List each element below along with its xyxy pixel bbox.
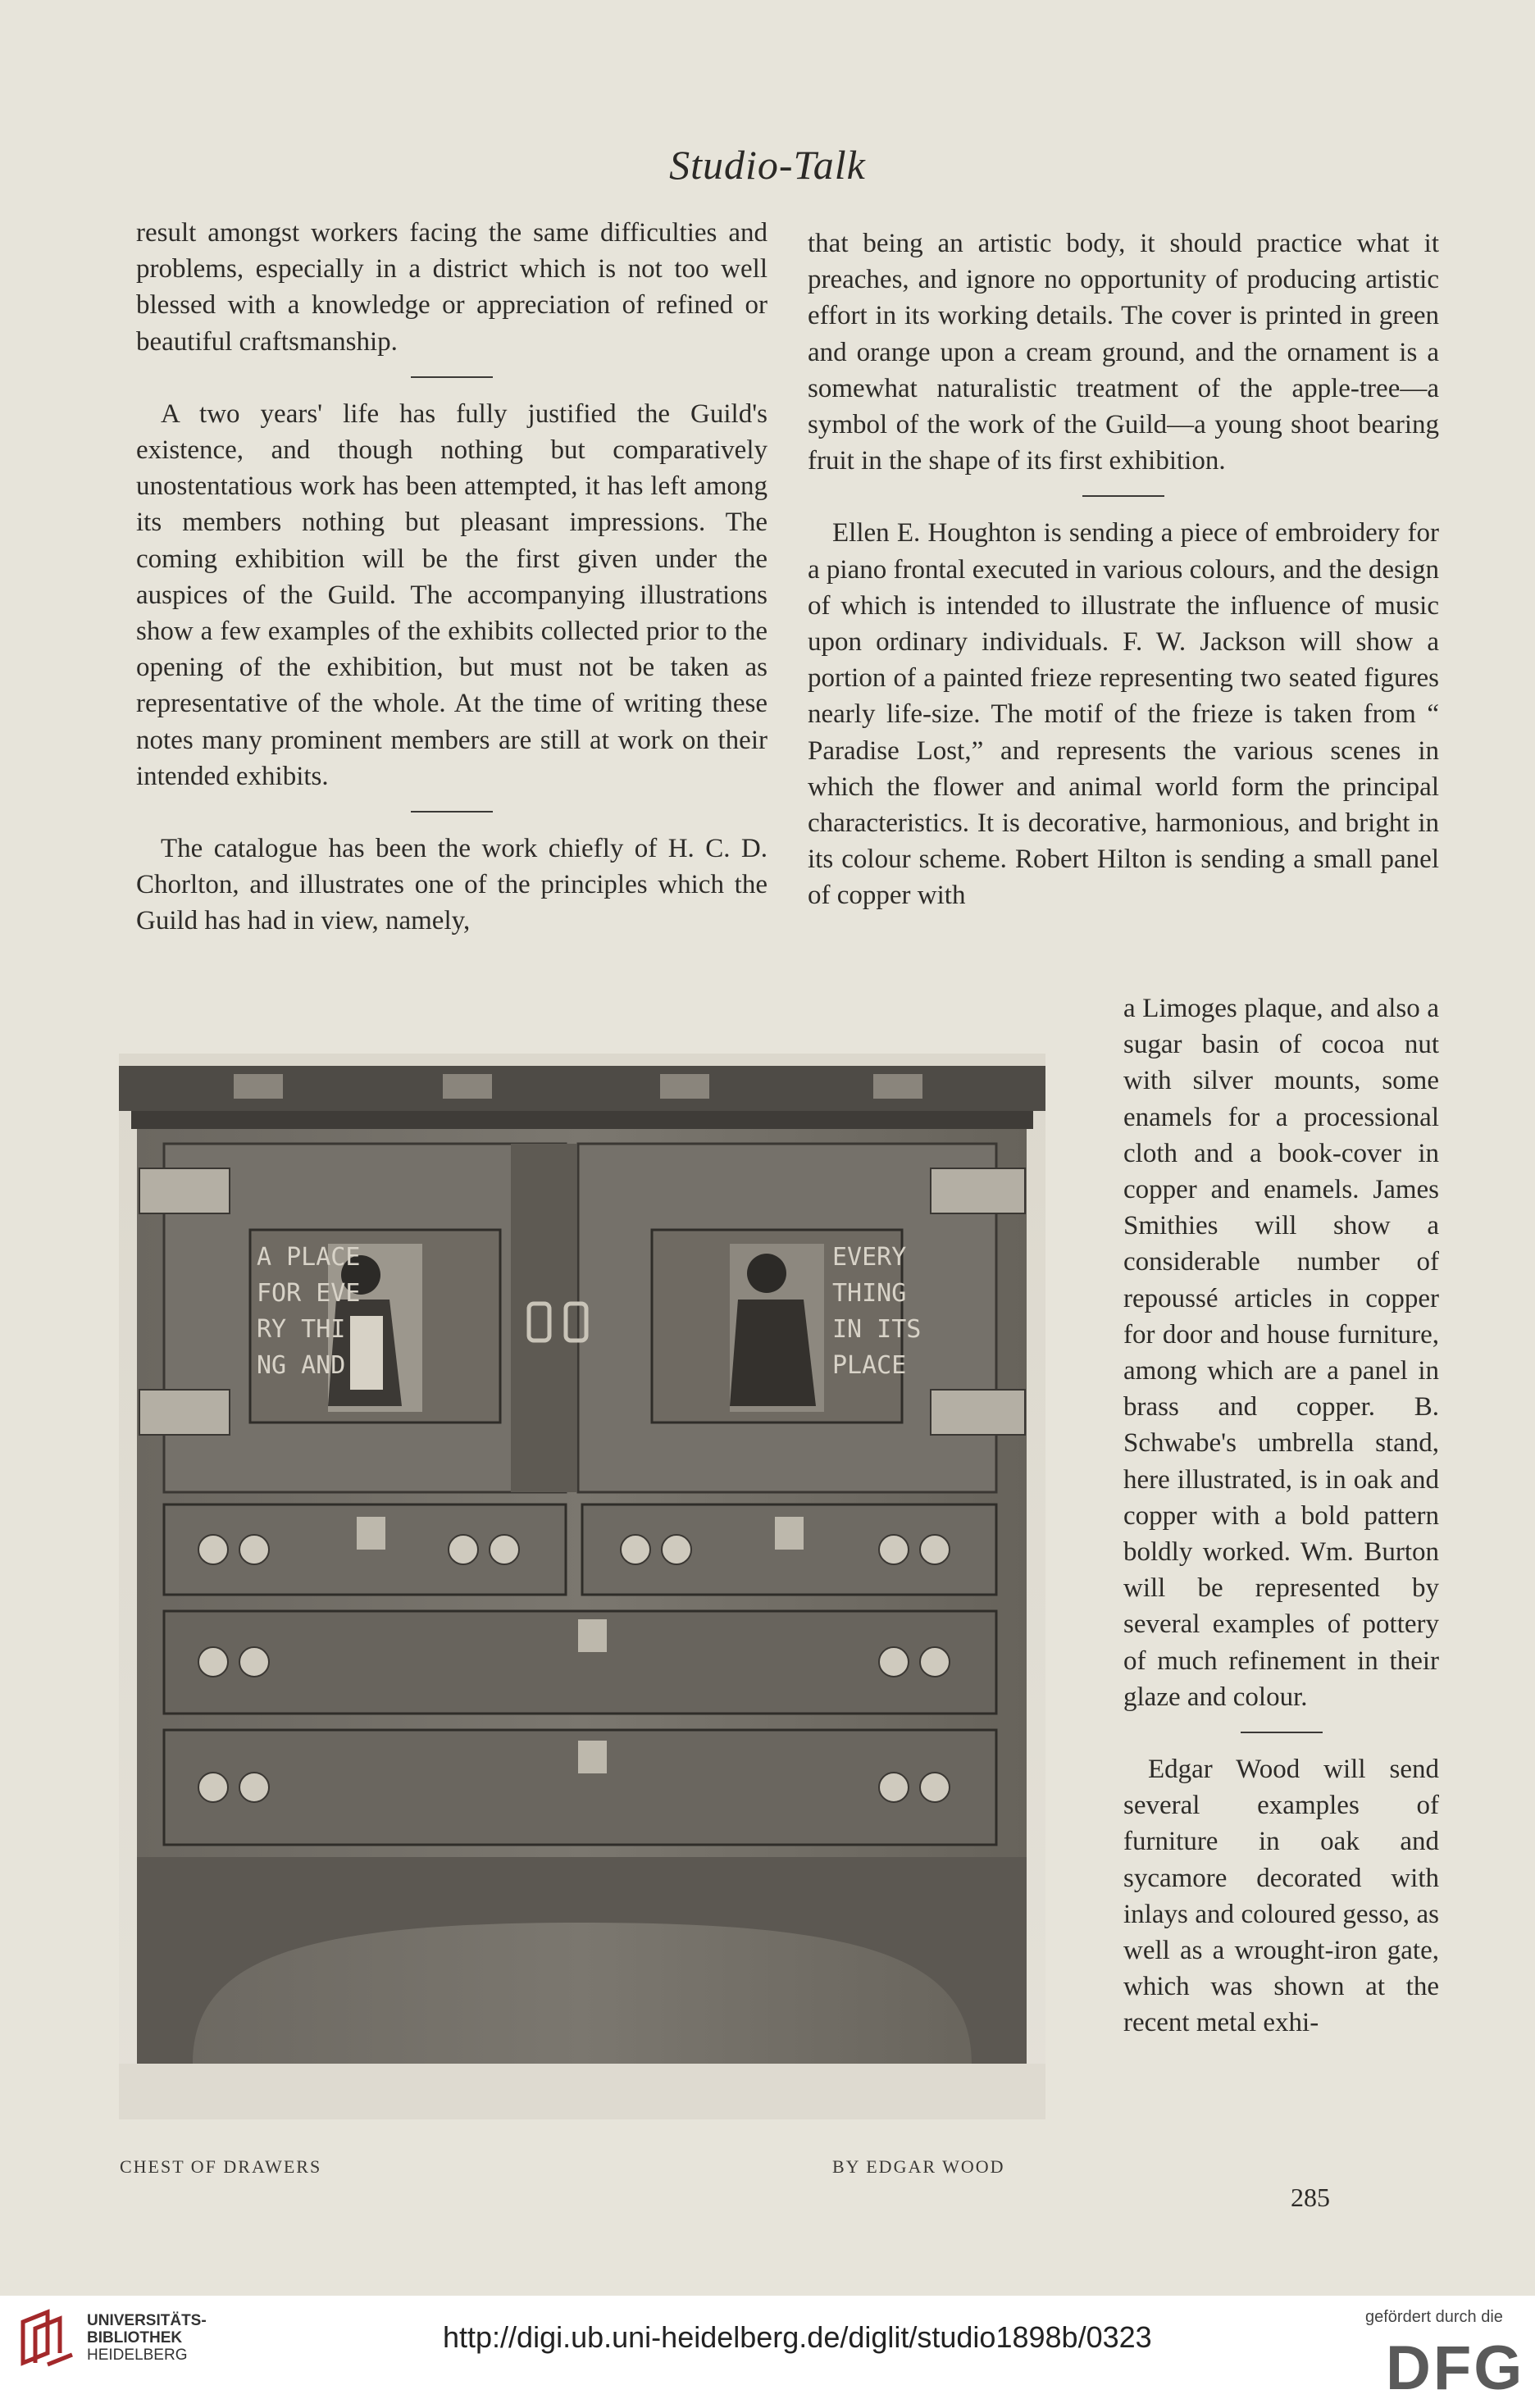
source-url-link[interactable]: http://digi.ub.uni-heidelberg.de/diglit/studio1898b/0323 [443,2320,1152,2354]
paragraph: result amongst workers facing the same difficulties and problems, especially in a district which is not too well blessed with a knowledge or appreciation of refined or beautiful craftsmanship. [136,218,768,357]
svg-text:RY THI: RY THI [257,1315,346,1344]
svg-text:FOR EVE: FOR EVE [257,1279,361,1308]
paragraph: The catalogue has been the work chiefly of H. C. D. Chorlton, and illustrates one of the principles which the Guild has had in view, namely, [136,834,768,936]
paragraph: Ellen E. Houghton is sending a piece of embroidery for a piano frontal executed in various colours, and the design of which is intended to illustrate the influence of music upon ordinary individuals. F. W. Jackson will show a portion of a painted frieze representing two seated figures nearly life-size. The motif of the frieze is taken from “ Paradise Lost,” and represents the various scenes in which the flower and animal world form the principal characteristics. It is decorative, harmonious, and bright in its colour scheme. Robert Hilton is sending a small panel of copper with [808,518,1439,911]
running-head: Studio-Talk [669,142,866,188]
svg-text:EVERY: EVERY [832,1243,907,1272]
section-divider [1082,495,1164,497]
right-narrow-column [1123,990,1439,2042]
section-divider [411,376,493,378]
svg-text:IN ITS: IN ITS [832,1315,922,1344]
figure-caption-credit: BY EDGAR WOOD [832,2156,1005,2177]
right-column [808,225,1439,914]
library-name-line2: BIBLIOTHEK [87,2329,183,2347]
library-logo-icon [15,2306,80,2375]
section-divider [1241,1732,1323,1733]
left-column [136,215,768,940]
paragraph: Edgar Wood will send several examples of furniture in oak and sycamore decorated with inlays and coloured gesso, as well as a wrought-iron gate, which was shown at the recent metal exhi- [1123,1755,1439,2038]
paragraph: that being an artistic body, it should practice what it preaches, and ignore no opportunity of producing artistic effort in its working details. The cover is printed in green and orange upon a cream ground, and the ornament is a somewhat naturalistic treatment of the apple-tree—a symbol of the work of the Guild—a young shoot bearing fruit in the shape of its first exhibition. [808,229,1439,476]
section-divider [411,811,493,813]
svg-text:PLACE: PLACE [832,1351,907,1380]
svg-text:A PLACE: A PLACE [257,1243,361,1272]
paragraph: a Limoges plaque, and also a sugar basin of cocoa nut with silver mounts, some enamels for a processional cloth and a book-cover in copper and enamels. James Smithies will show a considerable number of repoussé articles in copper for door and house furniture, among which are a panel in brass and copper. B. Schwabe's umbrella stand, here illustrated, is in oak and copper with a bold pattern boldly worked. Wm. Burton will be represented by several examples of pottery of much refinement in their glaze and colour. [1123,994,1439,1712]
chest-of-drawers-photo [119,1054,1045,2119]
dfg-logo: DFG [1386,2333,1525,2403]
svg-text:THING: THING [832,1279,907,1308]
library-name-line1: UNIVERSITÄTS- [87,2312,207,2329]
paragraph: A two years' life has fully justified the Guild's existence, and though nothing but comparatively unostentatious work has been attempted, it has left among its members nothing but pleasant impressions. The coming exhibition will be the first given under the auspices of the Guild. The accompanying illustrations show a few examples of the exhibits collected prior to the opening of the exhibition, but must not be taken as representative of the whole. At the time of writing these notes many prominent members are still at work on their intended exhibits. [136,398,768,791]
funded-by-label: gefördert durch die [1365,2308,1503,2326]
library-name-line3: HEIDELBERG [87,2347,188,2364]
figure-caption-title: CHEST OF DRAWERS [120,2156,322,2177]
library-name [87,2312,207,2364]
svg-text:NG AND: NG AND [257,1351,346,1380]
page-number: 285 [1291,2183,1330,2212]
